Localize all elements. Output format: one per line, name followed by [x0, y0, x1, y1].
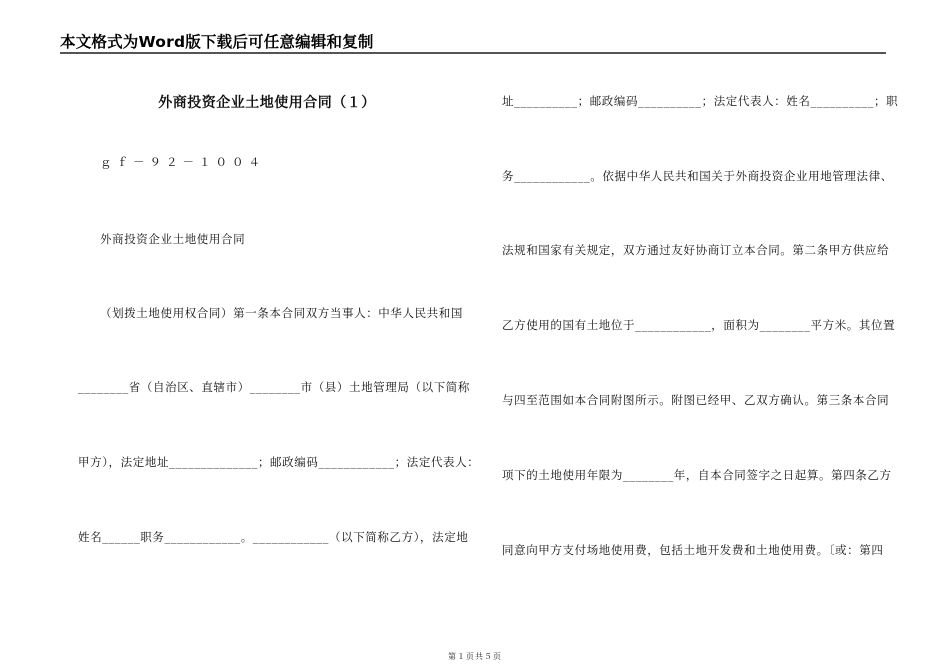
right-paragraph-line: 同意向甲方支付场地使用费，包括土地开发费和土地使用费。〔或：第四 [502, 543, 884, 557]
page-number-indicator: 第１页共５页 [448, 652, 502, 661]
left-paragraph-line: （划拨土地使用权合同）第一条本合同双方当事人：中华人民共和国 [100, 306, 463, 320]
right-paragraph-line: 务____________。依据中华人民共和国关于外商投资企业用地管理法律、 [502, 169, 893, 183]
header-divider [60, 52, 886, 54]
right-paragraph-line: 乙方使用的国有土地位于____________，面积为________平方米。其位置 [502, 318, 896, 332]
contract-name: 外商投资企业土地使用合同 [100, 232, 246, 246]
right-paragraph-line: 与四至范围如本合同附图所示。附图已经甲、乙双方确认。第三条本合同 [502, 393, 890, 407]
download-banner-title: 本文格式为Word版下载后可任意编辑和复制 [60, 33, 374, 51]
left-paragraph-line: ________省（自治区、直辖市）________市（县）土地管理局（以下简称 [78, 380, 470, 394]
right-paragraph-line: 法规和国家有关规定，双方通过友好协商订立本合同。第二条甲方供应给 [502, 243, 890, 257]
contract-code: ｇｆ－９２－１００４ [100, 155, 265, 169]
right-paragraph-line: 项下的土地使用年限为________年，自本合同签字之日起算。第四条乙方 [502, 468, 892, 482]
left-paragraph-line: 甲方），法定地址______________；邮政编码____________；法定代表人： [78, 455, 480, 469]
document-title: 外商投资企业土地使用合同（１） [158, 95, 376, 111]
right-paragraph-line: 址__________；邮政编码__________；法定代表人：姓名__________；职 [502, 94, 899, 108]
left-paragraph-line: 姓名______职务____________。____________（以下简称乙方），法定地 [78, 530, 469, 544]
